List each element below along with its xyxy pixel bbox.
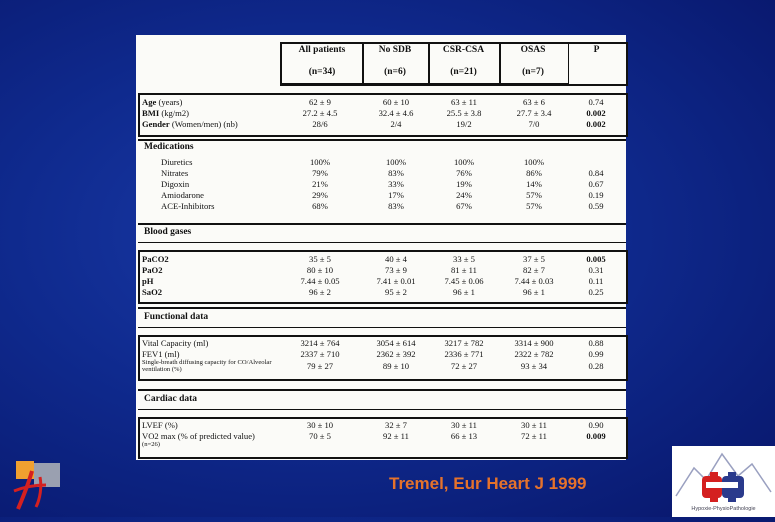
section-title-functional: Functional data: [144, 312, 209, 322]
cell-all: 27.2 ± 4.5: [302, 108, 338, 118]
table-row: [136, 98, 626, 108]
cell-p: 0.31: [588, 265, 604, 275]
cell-nosdb: 89 ± 10: [382, 361, 410, 371]
cell-nosdb: 40 ± 4: [385, 254, 407, 264]
cell-nosdb: 7.41 ± 0.01: [376, 276, 416, 286]
cell-csr: 30 ± 11: [451, 420, 477, 430]
cell-all: 30 ± 10: [306, 420, 334, 430]
cell-csr: 63 ± 11: [451, 97, 477, 107]
table-row: [136, 255, 626, 265]
cell-all: 35 ± 5: [309, 254, 331, 264]
cell-all: 29%: [312, 190, 328, 200]
cell-p: 0.28: [588, 361, 604, 371]
cell-p: 0.90: [588, 420, 604, 430]
row-label: Vital Capacity (ml): [142, 338, 209, 348]
row-label: PaCO2: [142, 254, 169, 264]
row-label: Digoxin: [161, 179, 190, 189]
divider: [138, 389, 626, 391]
col-nosdb-n: (n=6): [384, 67, 406, 77]
col-csr-name: CSR-CSA: [442, 45, 485, 55]
cell-csr: 67%: [456, 201, 472, 211]
cell-osas: 82 ± 7: [523, 265, 545, 275]
divider: [138, 307, 626, 309]
table-row: [136, 191, 626, 201]
divider: [138, 327, 626, 328]
cell-csr: 19/2: [456, 119, 472, 129]
cell-nosdb: 73 ± 9: [385, 265, 407, 275]
cell-all: 96 ± 2: [309, 287, 331, 297]
divider: [138, 139, 626, 141]
table-row: [136, 359, 626, 373]
cell-osas: 3314 ± 900: [514, 338, 554, 348]
cell-p: 0.002: [586, 119, 606, 129]
cell-osas: 37 ± 5: [523, 254, 545, 264]
row-label: ACE-Inhibitors: [161, 201, 215, 211]
col-nosdb-name: No SDB: [378, 45, 412, 55]
cell-nosdb: 32 ± 7: [385, 420, 407, 430]
row-label: PaO2: [142, 265, 163, 275]
table-row: [136, 109, 626, 119]
cell-p: 0.002: [586, 108, 606, 118]
divider: [138, 223, 626, 225]
cell-csr: 7.45 ± 0.06: [444, 276, 484, 286]
col-all-name: All patients: [298, 45, 346, 55]
cell-osas: 100%: [523, 157, 545, 167]
row-label: Age: [142, 97, 157, 107]
col-csr-n: (n=21): [450, 67, 477, 77]
row-unit: (kg/m2): [159, 108, 190, 118]
cell-p: 0.009: [586, 431, 606, 441]
cell-nosdb: 32.4 ± 4.6: [378, 108, 414, 118]
cell-csr: 81 ± 11: [451, 265, 477, 275]
section-title-medications: Medications: [144, 142, 194, 152]
cell-all: 62 ± 9: [309, 97, 331, 107]
table-row: [136, 158, 626, 168]
cell-nosdb: 33%: [388, 179, 404, 189]
cell-p: 0.25: [588, 287, 604, 297]
row-label: pH: [142, 276, 154, 286]
row-unit: (years): [156, 97, 183, 107]
cell-csr: 19%: [456, 179, 472, 189]
cell-nosdb: 3054 ± 614: [376, 338, 416, 348]
row-label: LVEF (%): [142, 420, 178, 430]
cell-osas: 93 ± 34: [520, 361, 548, 371]
cell-all: 79%: [312, 168, 328, 178]
cell-osas: 14%: [526, 179, 542, 189]
cell-all: 7.44 ± 0.05: [300, 276, 340, 286]
cell-nosdb: 100%: [385, 157, 407, 167]
cell-nosdb: 60 ± 10: [382, 97, 410, 107]
cell-p: 0.88: [588, 338, 604, 348]
results-table: [136, 35, 626, 460]
cell-p: 0.11: [588, 276, 604, 286]
cell-csr: 24%: [456, 190, 472, 200]
citation: Tremel, Eur Heart J 1999: [389, 474, 587, 493]
cell-p: 0.19: [588, 190, 604, 200]
cell-p: 0.99: [588, 349, 604, 359]
section-title-blood-gases: Blood gases: [144, 227, 192, 237]
row-label: Nitrates: [161, 168, 189, 178]
cell-all: 70 ± 5: [309, 431, 331, 441]
row-label: Diuretics: [161, 157, 193, 167]
col-osas-n: (n=7): [522, 67, 544, 77]
table-row: [136, 442, 626, 452]
row-label: FEV1 (ml): [142, 349, 180, 359]
cell-p: 0.74: [588, 97, 604, 107]
cell-all: 79 ± 27: [306, 361, 334, 371]
table-row: [136, 432, 626, 442]
section-title-cardiac: Cardiac data: [144, 394, 198, 404]
cell-all: 68%: [312, 201, 328, 211]
cell-nosdb: 2/4: [390, 119, 402, 129]
row-label: BMI: [142, 108, 160, 118]
table-row: [136, 266, 626, 276]
table-row: [136, 202, 626, 212]
row-label: Single-breath diffusing capacity for CO/Alveolar ventilation (%): [142, 359, 272, 373]
divider: [138, 242, 626, 243]
cell-csr: 100%: [453, 157, 475, 167]
cell-csr: 2336 ± 771: [444, 349, 484, 359]
cell-csr: 96 ± 1: [453, 287, 475, 297]
cell-osas: 27.7 ± 3.4: [516, 108, 552, 118]
institution-logo-left: [10, 461, 66, 511]
cell-p: 0.59: [588, 201, 604, 211]
cell-p: 0.84: [588, 168, 604, 178]
cell-nosdb: 2362 ± 392: [376, 349, 416, 359]
divider: [138, 409, 626, 410]
table-row: [136, 120, 626, 130]
cell-osas: 63 ± 6: [523, 97, 545, 107]
cell-csr: 33 ± 5: [453, 254, 475, 264]
col-all-n: (n=34): [308, 67, 336, 77]
logo-right-caption: Hypoxie-PhysioPathologie: [691, 506, 756, 512]
cell-all: 28/6: [312, 119, 328, 129]
cell-osas: 72 ± 11: [521, 431, 547, 441]
row-label: VO2 max (% of predicted value): [142, 431, 255, 441]
cell-osas: 96 ± 1: [523, 287, 545, 297]
cell-nosdb: 92 ± 11: [383, 431, 409, 441]
row-label: SaO2: [142, 287, 163, 297]
row-unit: (Women/men) (nb): [169, 119, 238, 129]
cell-osas: 57%: [526, 190, 542, 200]
col-p-name: P: [593, 45, 600, 55]
table-row: [136, 169, 626, 179]
cell-p: 0.005: [586, 254, 606, 264]
table-row: [136, 277, 626, 287]
cell-osas: 2322 ± 782: [514, 349, 554, 359]
table-row: [136, 180, 626, 190]
cell-osas: 7.44 ± 0.03: [514, 276, 554, 286]
cell-all: 80 ± 10: [306, 265, 334, 275]
cell-osas: 7/0: [528, 119, 540, 129]
cell-all: 2337 ± 710: [300, 349, 340, 359]
col-osas-name: OSAS: [520, 45, 546, 55]
cell-csr: 72 ± 27: [450, 361, 478, 371]
cell-osas: 57%: [526, 201, 542, 211]
cell-osas: 86%: [526, 168, 542, 178]
cell-nosdb: 83%: [388, 201, 404, 211]
cell-csr: 25.5 ± 3.8: [446, 108, 482, 118]
cell-csr: 66 ± 13: [450, 431, 478, 441]
cell-osas: 30 ± 11: [521, 420, 547, 430]
cell-nosdb: 95 ± 2: [385, 287, 407, 297]
table-row: [136, 421, 626, 431]
cell-nosdb: 17%: [388, 190, 404, 200]
cell-csr: 3217 ± 782: [444, 338, 484, 348]
cell-nosdb: 83%: [388, 168, 404, 178]
row-label: Gender: [142, 119, 170, 129]
table-row: [136, 288, 626, 298]
row-label: Amiodarone: [161, 190, 204, 200]
table-row: [136, 339, 626, 349]
cell-all: 100%: [309, 157, 331, 167]
hypoxie-physiopathologie-logo: [672, 446, 775, 517]
cell-p: 0.67: [588, 179, 604, 189]
cell-csr: 76%: [456, 168, 472, 178]
cell-all: 21%: [312, 179, 328, 189]
cell-all: 3214 ± 764: [300, 338, 340, 348]
row-note: (n=26): [142, 441, 161, 448]
